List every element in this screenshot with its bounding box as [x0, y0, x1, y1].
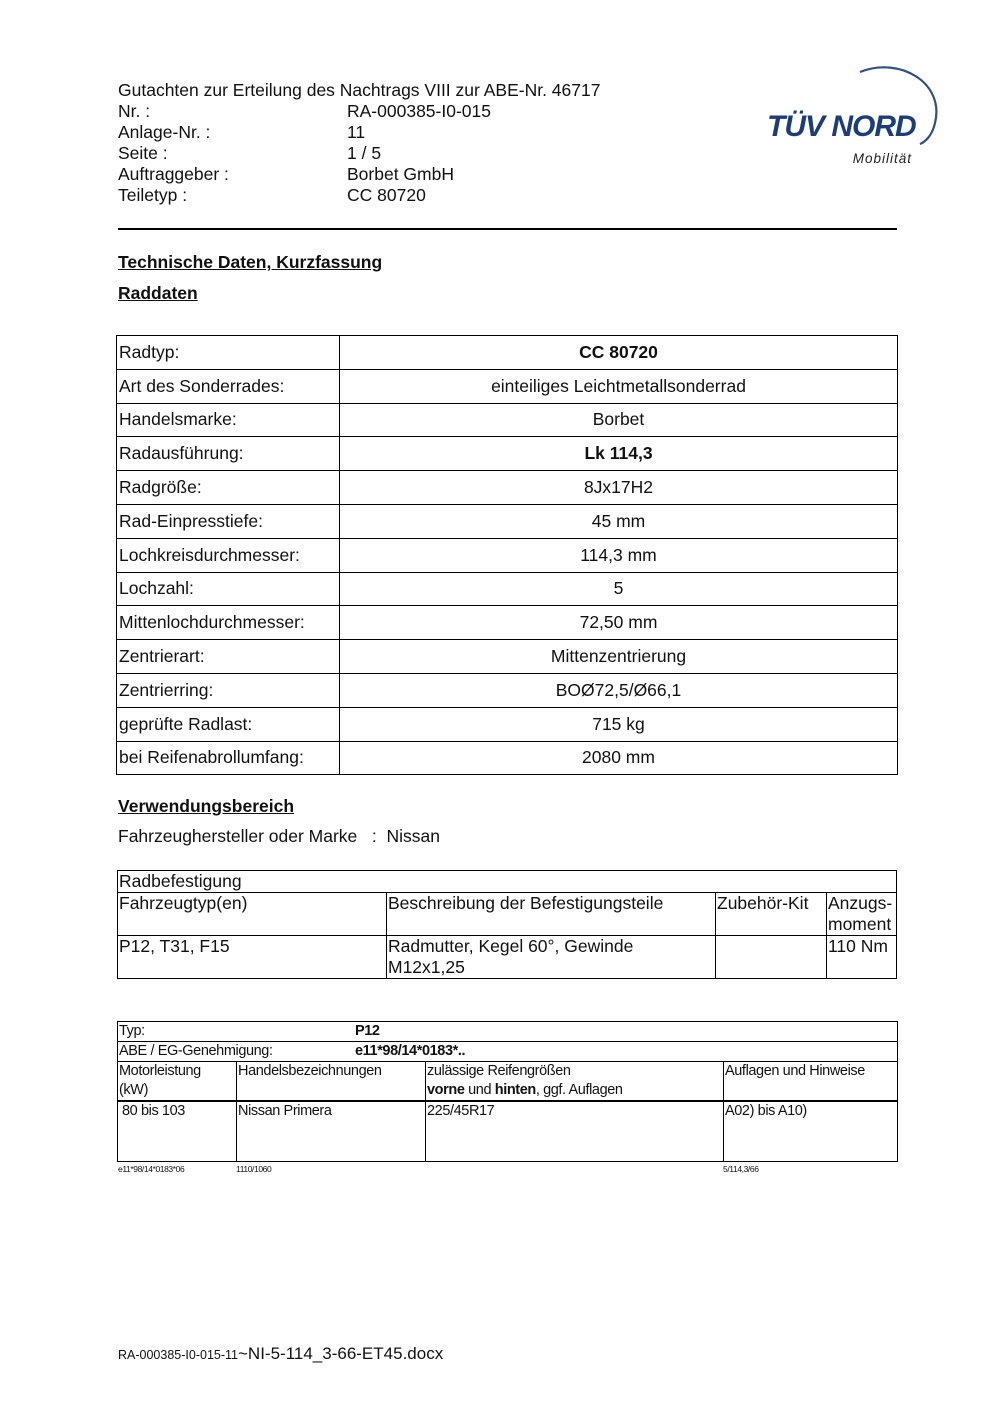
table-row [118, 1042, 898, 1062]
raddaten-label: Mittenlochdurchmesser: [117, 606, 340, 640]
header-cell: Fahrzeugtyp(en) [118, 893, 387, 936]
document-title: Gutachten zur Erteilung des Nachtrags VIII zur ABE-Nr. 46717 [118, 80, 601, 100]
raddaten-label: Radausführung: [117, 437, 340, 471]
raddaten-label: Radtyp: [117, 336, 340, 370]
table-row [117, 504, 898, 538]
header-field-seite: Seite : 1 / 5 [118, 143, 382, 163]
section-usage: Verwendungsbereich [118, 796, 295, 816]
cell-notes: A02) bis A10) [724, 1101, 898, 1161]
small-ref-abe: e11*98/14*0183*06 [118, 1164, 185, 1174]
header-field-nr: Nr. : RA-000385-I0-015 [118, 101, 491, 121]
abe-value: e11*98/14*0183*.. [355, 1043, 466, 1059]
raddaten-value: Borbet [340, 403, 898, 437]
cell-kit [716, 936, 827, 979]
raddaten-value: 72,50 mm [340, 606, 898, 640]
befestigung-table [117, 870, 897, 979]
document-header [118, 80, 600, 206]
raddaten-label: Lochzahl: [117, 572, 340, 606]
table-row [117, 741, 898, 775]
header-field-anlage: Anlage-Nr. : 11 [118, 122, 366, 142]
raddaten-label: Lochkreisdurchmesser: [117, 538, 340, 572]
header-divider [118, 228, 897, 230]
cell-moment: 110 Nm [827, 936, 897, 979]
raddaten-value: 45 mm [340, 504, 898, 538]
raddaten-value: BOØ72,5/Ø66,1 [340, 673, 898, 707]
usage-value: Nissan [386, 826, 440, 846]
raddaten-label: Art des Sonderrades: [117, 369, 340, 403]
table-row [117, 640, 898, 674]
header-cell: Beschreibung der Befestigungsteile [387, 893, 716, 936]
table-row [118, 1101, 898, 1161]
header-names: Handelsbezeichnungen [237, 1062, 426, 1102]
raddaten-value: 5 [340, 572, 898, 606]
table-row [118, 1022, 898, 1042]
table-row [117, 336, 898, 370]
tuev-nord-logo [760, 58, 940, 173]
befestigung-title: Radbefestigung [118, 871, 897, 893]
raddaten-value: 2080 mm [340, 741, 898, 775]
cell-tyre: 225/45R17 [426, 1101, 724, 1161]
table-row [118, 936, 897, 979]
raddaten-label: Radgröße: [117, 471, 340, 505]
raddaten-label: geprüfte Radlast: [117, 707, 340, 741]
raddaten-value: CC 80720 [340, 336, 898, 370]
raddaten-value: Lk 114,3 [340, 437, 898, 471]
header-field-auftraggeber: Auftraggeber : Borbet GmbH [118, 164, 454, 184]
small-ref-lk: 5/114,3/66 [723, 1164, 759, 1174]
typ-label: Typ: [119, 1023, 145, 1039]
table-row [117, 369, 898, 403]
logo-subtitle: Mobilität [852, 151, 912, 166]
typ-value: P12 [355, 1023, 380, 1039]
header-notes: Auflagen und Hinweise [724, 1062, 898, 1102]
small-ref-code: 1110/1060 [236, 1164, 272, 1174]
table-row [118, 893, 897, 936]
usage-separator: : [371, 826, 377, 846]
cell-desc: Radmutter, Kegel 60°, Gewinde M12x1,25 [387, 936, 716, 979]
header-cell: Zubehör-Kit [716, 893, 827, 936]
logo-wordmark: TÜV NORD [767, 110, 916, 143]
section-technical: Technische Daten, Kurzfassung [118, 252, 383, 272]
raddaten-value: einteiliges Leichtmetallsonderrad [340, 369, 898, 403]
table-row [118, 1062, 898, 1102]
usage-label: Fahrzeughersteller oder Marke [118, 826, 358, 846]
table-row [117, 471, 898, 505]
table-row [117, 707, 898, 741]
header-power: Motorleistung (kW) [118, 1062, 237, 1102]
footer-filename: RA-000385-I0-015-11~NI-5-114_3-66-ET45.docx [118, 1344, 444, 1363]
raddaten-label: Handelsmarke: [117, 403, 340, 437]
raddaten-table [116, 335, 898, 775]
raddaten-value: 114,3 mm [340, 538, 898, 572]
table-row [117, 673, 898, 707]
abe-label: ABE / EG-Genehmigung: [119, 1043, 273, 1059]
raddaten-value: 715 kg [340, 707, 898, 741]
raddaten-value: Mittenzentrierung [340, 640, 898, 674]
typ-row [118, 1022, 898, 1042]
section-raddaten: Raddaten [118, 283, 198, 303]
raddaten-label: Zentrierart: [117, 640, 340, 674]
table-row [118, 871, 897, 893]
cell-power: 80 bis 103 [118, 1101, 237, 1161]
usage-line [118, 826, 440, 847]
abe-row [118, 1042, 898, 1062]
typ-table [117, 1021, 898, 1162]
table-row [117, 403, 898, 437]
raddaten-value: 8Jx17H2 [340, 471, 898, 505]
cell-types: P12, T31, F15 [118, 936, 387, 979]
raddaten-label: Rad-Einpresstiefe: [117, 504, 340, 538]
header-tyres: zulässige Reifengrößen vorne und hinten, ggf. Auflagen [426, 1062, 724, 1102]
table-row [117, 437, 898, 471]
table-row [117, 572, 898, 606]
table-row [117, 606, 898, 640]
raddaten-label: Zentrierring: [117, 673, 340, 707]
table-row [117, 538, 898, 572]
header-cell-moment: Anzugs- moment [827, 893, 897, 936]
cell-name: Nissan Primera [237, 1101, 426, 1161]
raddaten-label: bei Reifenabrollumfang: [117, 741, 340, 775]
header-field-teiletyp: Teiletyp : CC 80720 [118, 185, 426, 205]
